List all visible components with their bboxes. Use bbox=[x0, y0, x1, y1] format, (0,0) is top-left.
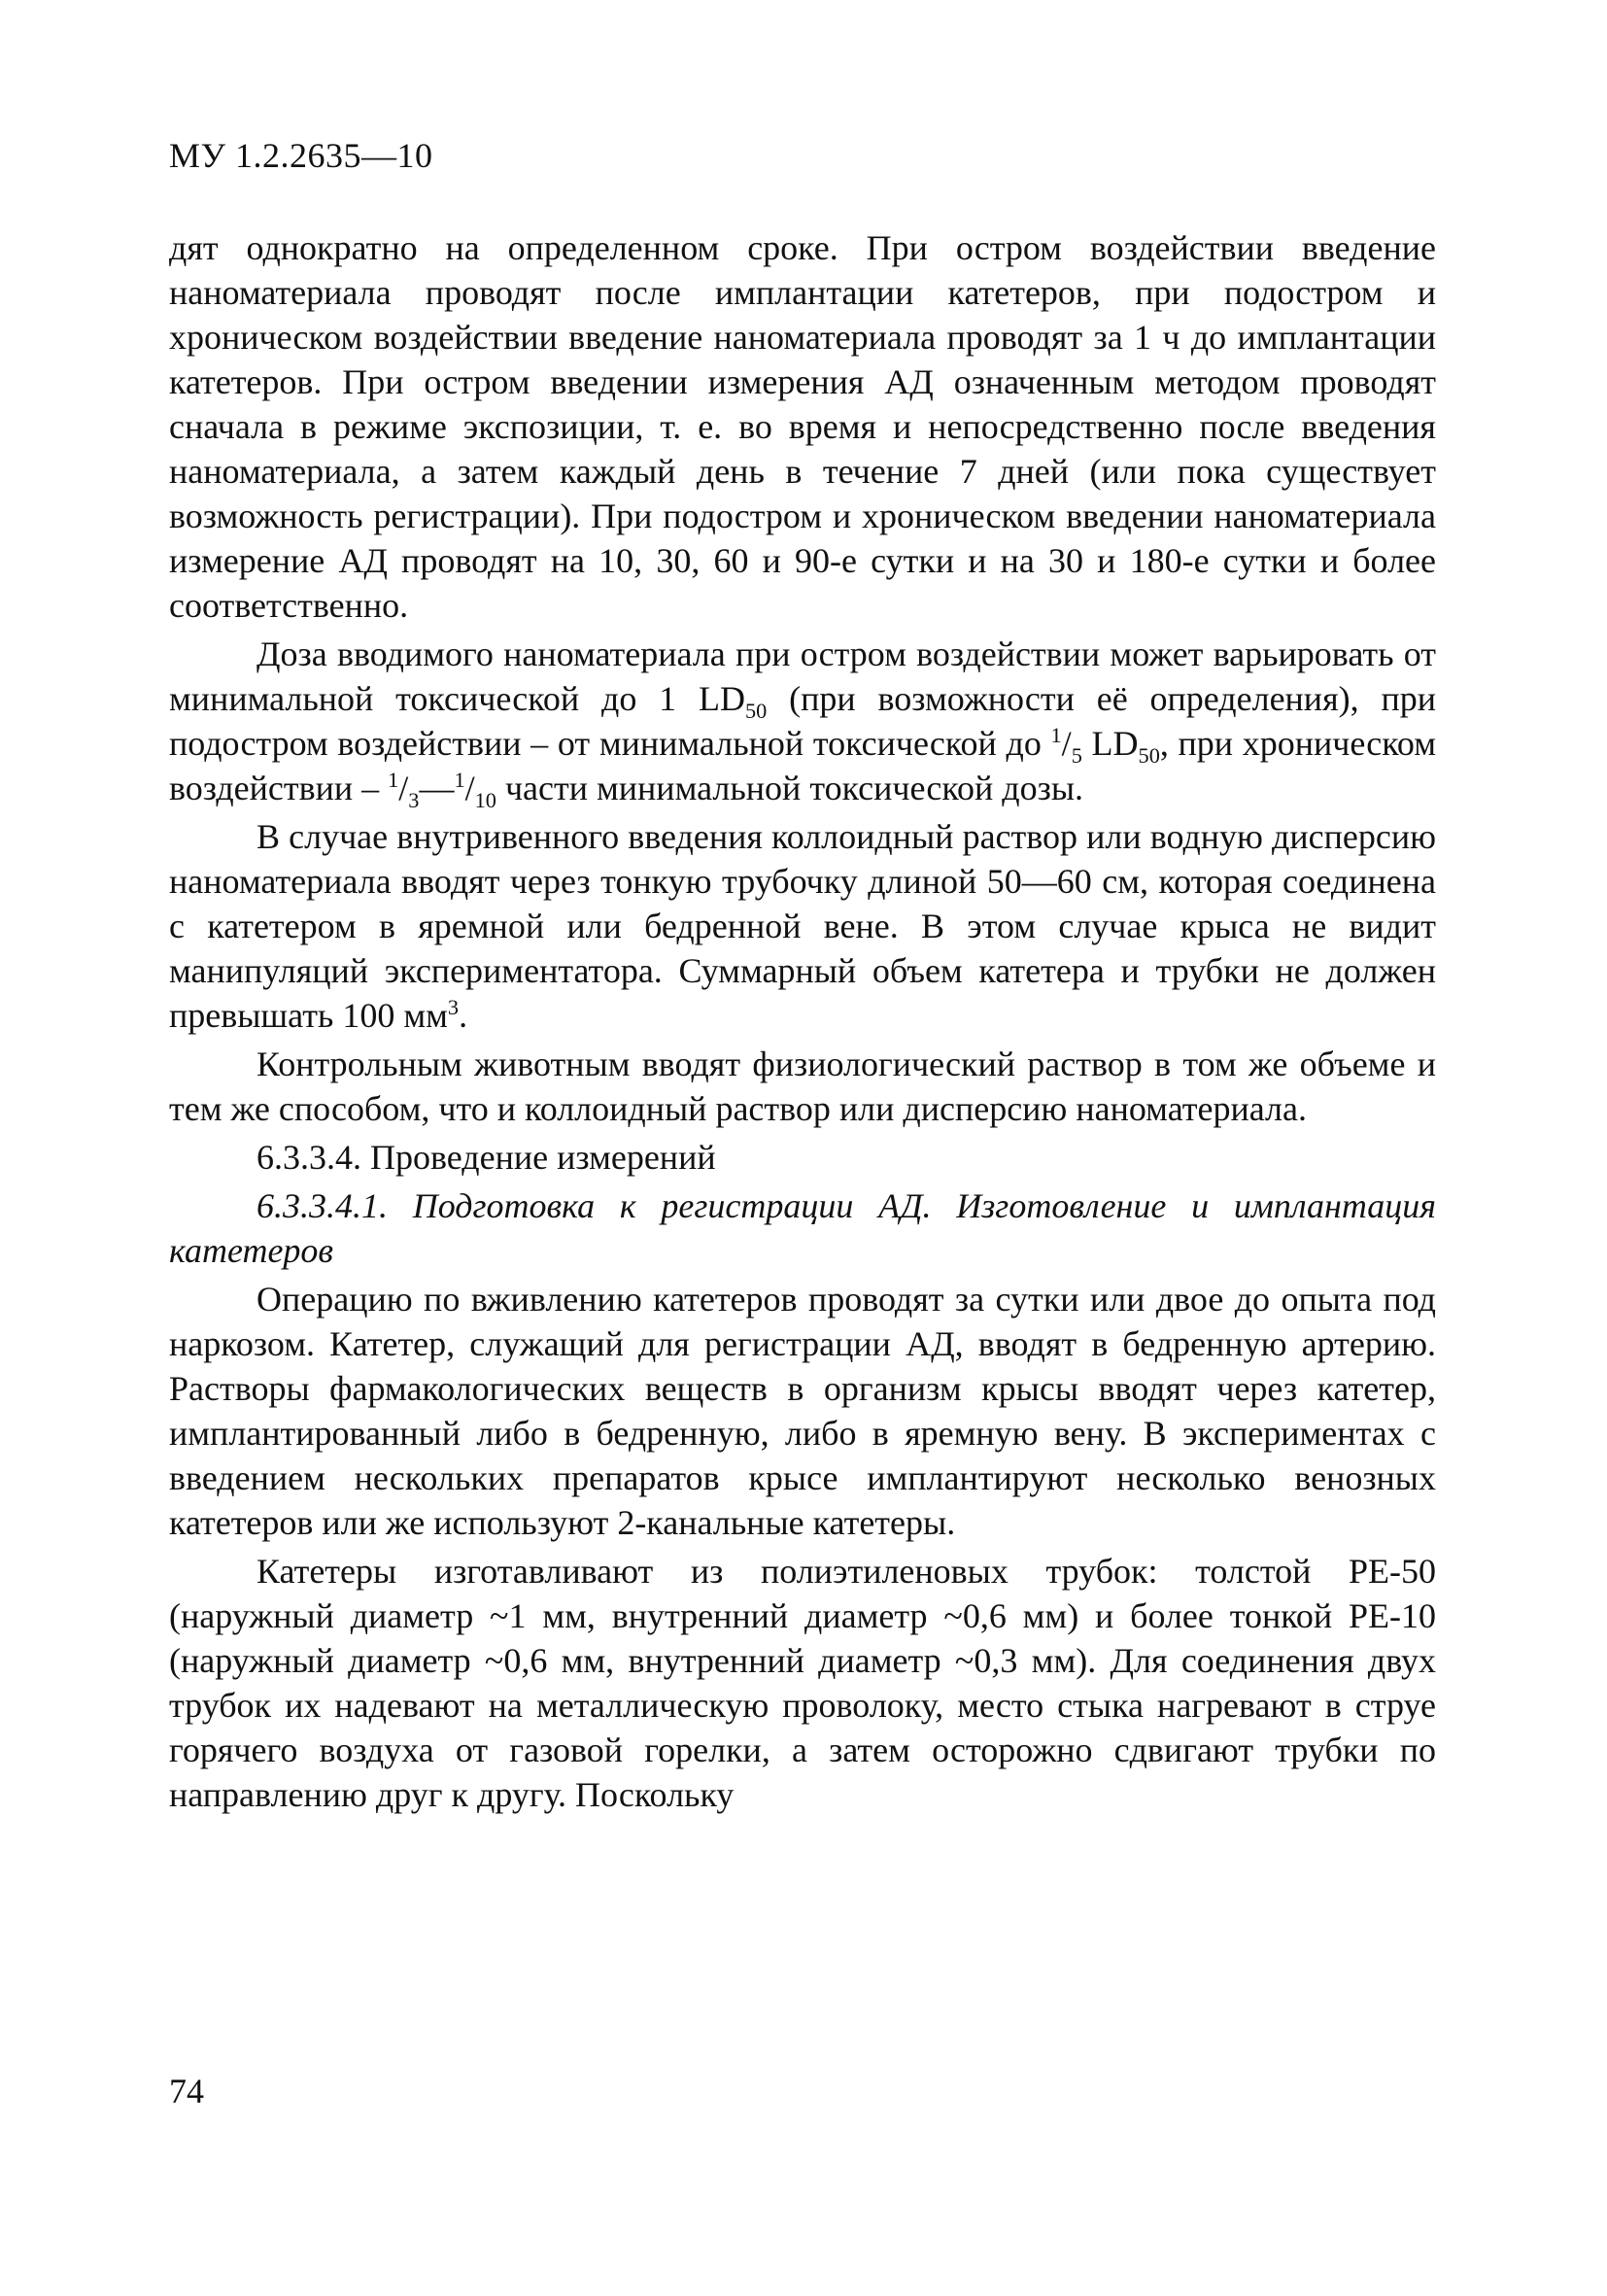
paragraph-continuation: дят однократно на определенном сроке. При остром воздействии введение наноматериала проводят после имплантации катетеров, при подостром и хроническом воздействии введение наноматериала проводят за 1 ч до имплантации катетеров. При остром введении измерения АД означенным методом проводят сначала в режиме экспозиции, т. е. во время и непосредственно после введения наноматериала, а затем каждый день в течение 7 дней (или пока существует возможность регистрации). При подостром и хроническом введении наноматериала измерение АД проводят на 10, 30, 60 и 90-е сутки и на 30 и 180-е сутки и более соответственно. bbox=[169, 228, 1436, 625]
text-run: / bbox=[398, 769, 409, 807]
subscript: 5 bbox=[1071, 743, 1082, 769]
paragraph-operation: Операцию по вживлению катетеров проводят за сутки или двое до опыта под наркозом. Катетер, служащий для регистрации АД, вводят в бедренную артерию. Растворы фармакологических веществ в организм крысы вводят через катетер, имплантированный либо в бедренную, либо в яремную вену. В экспериментах с введением нескольких препаратов крысе имплантируют несколько венозных катетеров или же используют 2-канальные катетеры. bbox=[169, 1280, 1436, 1542]
text-run: В случае внутривенного введения коллоидный раствор или водную дисперсию наноматериала вводят через тонкую трубочку длиной 50—60 см, которая соединена с катетером в яремной или бедренной вене. В этом случае крыса не видит манипуляций экспериментатора. Суммарный объем катетера и трубки не должен превышать 100 мм bbox=[169, 817, 1436, 1035]
text-run: / bbox=[464, 769, 475, 807]
text-run: части минимальной токсической дозы. bbox=[496, 769, 1084, 807]
subscript: 10 bbox=[474, 788, 496, 813]
document-body bbox=[169, 225, 1436, 1821]
subscript: 3 bbox=[408, 788, 420, 813]
text-run: LD bbox=[1081, 724, 1139, 763]
text-run: (при возможности её определения), при подостром воздействии – от минимальной токсической до bbox=[169, 679, 1437, 763]
text-run: . bbox=[459, 996, 468, 1035]
subscript: 50 bbox=[1138, 743, 1160, 769]
paragraph-catheters: Катетеры изготавливают из полиэтиленовых трубок: толстой РЕ-50 (наружный диаметр ~1 мм, внутренний диаметр ~0,6 мм) и более тонкой РЕ-10 (наружный диаметр ~0,6 мм, внутренний диаметр ~0,3 мм). Для соединения двух трубок их надевают на металлическую проволоку, место стыка нагревают в струе горячего воздуха от газовой горелки, а затем осторожно сдвигают трубки по направлению друг к другу. Поскольку bbox=[169, 1552, 1436, 1814]
superscript: 3 bbox=[447, 995, 460, 1019]
paragraph-dose bbox=[169, 632, 1437, 813]
document-code-header: МУ 1.2.2635—10 bbox=[169, 136, 433, 175]
page-number: 74 bbox=[169, 2072, 204, 2110]
text-run: / bbox=[1061, 724, 1072, 763]
paragraph-control-animals: Контрольным животным вводят физиологический раствор в том же объеме и тем же способом, что и коллоидный раствор или дисперсию наноматериала. bbox=[169, 1045, 1436, 1128]
text-run: Доза вводимого наноматериала при остром воздействии может варьировать от минимальной токсической до 1 LD bbox=[169, 634, 1436, 718]
text-run: , при хроническом воздействии – bbox=[169, 724, 1436, 807]
superscript: 1 bbox=[454, 768, 465, 792]
superscript: 1 bbox=[1050, 723, 1062, 747]
section-heading: 6.3.3.4. Проведение измерений bbox=[256, 1138, 716, 1177]
subsection-heading: 6.3.3.4.1. Подготовка к регистрации АД. Изготовление и имплантация катетеров bbox=[169, 1186, 1436, 1270]
superscript: 1 bbox=[388, 768, 399, 792]
subscript: 50 bbox=[745, 699, 768, 724]
paragraph-intravenous bbox=[169, 814, 1436, 1038]
text-run: — bbox=[419, 769, 455, 807]
